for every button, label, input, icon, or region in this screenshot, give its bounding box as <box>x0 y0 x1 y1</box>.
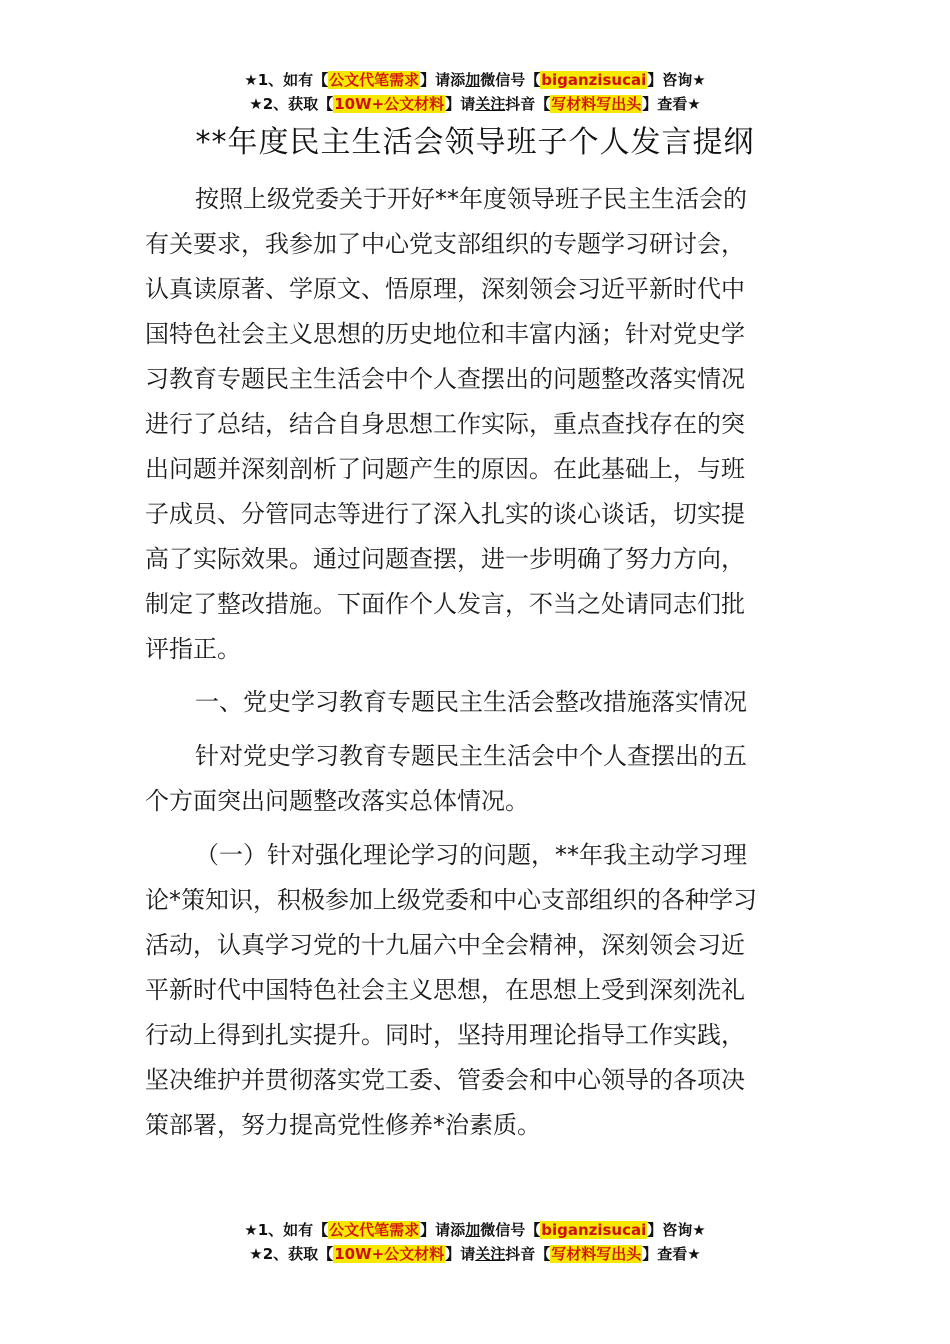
text-line: 平新时代中国特色社会主义思想，在思想上受到深刻洗礼 <box>145 976 745 1004</box>
text-line: 国特色社会主义思想的历史地位和丰富内涵；针对党史学 <box>145 320 745 348</box>
ad-text: ★2、获取【 <box>249 1245 334 1263</box>
ad-text: ★1、如有【 <box>244 71 329 89</box>
header-ad-line-1 <box>0 68 950 92</box>
document-title: **年度民主生活会领导班子个人发言提纲 <box>195 125 755 160</box>
text-line: 针对党史学习教育专题民主生活会中个人查摆出的五 <box>195 742 747 770</box>
footer-ad-line-1 <box>0 1218 950 1242</box>
paragraph-theory-study <box>145 833 815 1148</box>
text-line: 策部署，努力提高党性修养*治素质。 <box>145 1111 541 1139</box>
ad-text: 抖音【 <box>505 95 551 113</box>
ad-text: 】请 <box>445 95 476 113</box>
ad-highlight: 公文代笔需求 <box>329 1221 420 1239</box>
ad-text: 】请 <box>445 1245 476 1263</box>
paragraph-intro <box>145 177 815 672</box>
ad-highlight: biganzisucai <box>541 1221 647 1239</box>
ad-highlight: 10W+公文材料 <box>334 95 445 113</box>
ad-highlight: biganzisucai <box>541 71 647 89</box>
text-line: 出问题并深刻剖析了问题产生的原因。在此基础上，与班 <box>145 455 745 483</box>
text-line: 按照上级党委关于开好**年度领导班子民主生活会的 <box>195 185 747 213</box>
ad-text: 微信号【 <box>480 71 541 89</box>
ad-highlight: 10W+公文材料 <box>334 1245 445 1263</box>
footer-ad-line-2 <box>0 1242 950 1266</box>
text-line: 有关要求，我参加了中心党支部组织的专题学习研讨会， <box>145 230 745 258</box>
ad-text: 抖音【 <box>505 1245 551 1263</box>
text-line: 进行了总结，结合自身思想工作实际，重点查找存在的突 <box>145 410 745 438</box>
text-line: 论*策知识，积极参加上级党委和中心支部组织的各种学习 <box>145 886 757 914</box>
ad-text: 】咨询★ <box>647 1221 706 1239</box>
ad-text: ★2、获取【 <box>249 95 334 113</box>
text-line: 高了实际效果。通过问题查摆，进一步明确了努力方向， <box>145 545 745 573</box>
heading-line: 一、党史学习教育专题民主生活会整改措施落实情况 <box>195 688 747 716</box>
section-heading <box>145 680 815 725</box>
text-line: 行动上得到扎实提升。同时，坚持用理论指导工作实践， <box>145 1021 745 1049</box>
ad-text: 】请添 <box>420 1221 466 1239</box>
text-line: 个方面突出问题整改落实总体情况。 <box>145 787 529 815</box>
ad-text: 】查看★ <box>642 1245 701 1263</box>
text-line: 认真读原著、学原文、悟原理，深刻领会习近平新时代中 <box>145 275 745 303</box>
ad-text: 微信号【 <box>480 1221 541 1239</box>
text-line: 活动，认真学习党的十九届六中全会精神，深刻领会习近 <box>145 931 745 959</box>
ad-text: ★1、如有【 <box>244 1221 329 1239</box>
ad-underlined: 关注 <box>475 95 506 113</box>
text-line: 子成员、分管同志等进行了深入扎实的谈心谈话，切实提 <box>145 500 745 528</box>
ad-highlight: 公文代笔需求 <box>329 71 420 89</box>
ad-text: 】咨询★ <box>647 71 706 89</box>
text-line: 坚决维护并贯彻落实党工委、管委会和中心领导的各项决 <box>145 1066 745 1094</box>
ad-text: 】查看★ <box>642 95 701 113</box>
ad-underlined: 加 <box>465 71 481 89</box>
text-line: （一）针对强化理论学习的问题，**年我主动学习理 <box>195 841 747 869</box>
text-line: 评指正。 <box>145 635 241 663</box>
ad-text: 】请添 <box>420 71 466 89</box>
text-line: 制定了整改措施。下面作个人发言，不当之处请同志们批 <box>145 590 745 618</box>
ad-underlined: 关注 <box>475 1245 506 1263</box>
ad-underlined: 加 <box>465 1221 481 1239</box>
paragraph-summary <box>145 734 815 824</box>
ad-highlight: 写材料写出头 <box>551 1245 642 1263</box>
ad-highlight: 写材料写出头 <box>551 95 642 113</box>
header-ad-line-2 <box>0 92 950 116</box>
text-line: 习教育专题民主生活会中个人查摆出的问题整改落实情况 <box>145 365 745 393</box>
